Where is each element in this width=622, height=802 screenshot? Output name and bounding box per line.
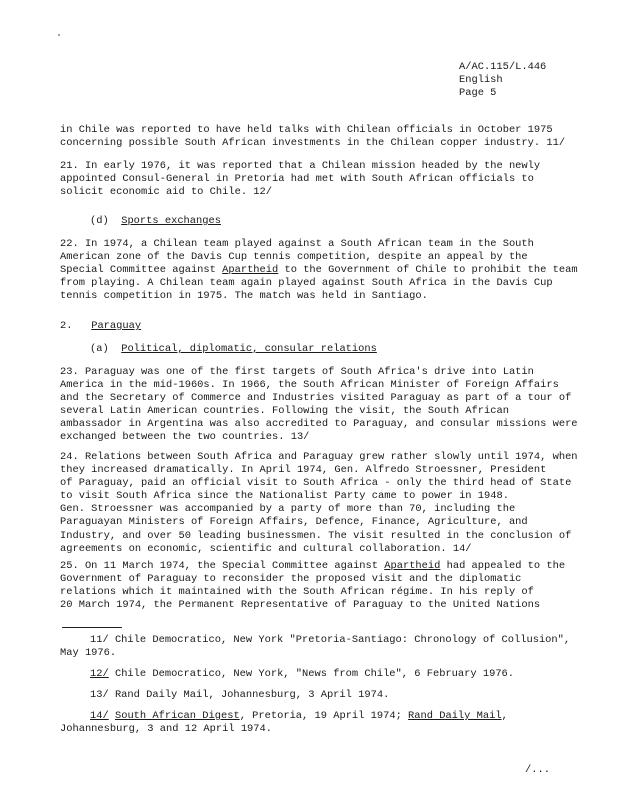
text-line: Paraguayan Ministers of Foreign Affairs, Defence, Finance, Agriculture, and (60, 516, 528, 529)
footnote-14-line-1 (90, 710, 508, 723)
paragraph-24 (60, 451, 578, 556)
continuation-mark: /... (525, 764, 550, 776)
text-line: tennis competition in 1975. The match was held in Santiago. (60, 290, 428, 303)
paragraph-23 (60, 366, 578, 445)
text-line: of Paraguay, paid an official visit to South Africa - only the third head of State (60, 477, 572, 490)
source-title: South African Digest (114, 710, 240, 722)
text-line: and the Secretary of Commerce and Industries visited Paraguay as part of a tour of (60, 392, 572, 405)
text-run: had appealed to the (440, 560, 566, 572)
section-heading-paraguay (60, 320, 560, 333)
paragraph-25 (60, 560, 566, 612)
text-line: appointed Consul-General in Pretoria had met with South African officials to (60, 173, 534, 186)
text-line: relations which it maintained with the South African régime. In his reply of (60, 586, 534, 599)
text-line: they increased dramatically. In April 1974, Gen. Alfredo Stroessner, President (60, 464, 547, 477)
text-run: Special Committee against (60, 264, 223, 277)
subheading-title: Sports exchanges (121, 215, 221, 227)
text-line: exchanged between the two countries. 13/ (60, 431, 310, 444)
text-line: solicit economic aid to Chile. 12/ (60, 186, 273, 199)
scan-speck (58, 34, 60, 36)
text-run: to the Government of Chile to prohibit the team (278, 264, 578, 277)
text-line: concerning possible South African investments in the Chilean copper industry. 11/ (60, 137, 566, 150)
footnote-12 (90, 668, 514, 681)
text-line: in Chile was reported to have held talks with Chilean officials in October 1975 (60, 124, 553, 136)
text-line: to visit South Africa since the Nationalist Party came to power in 1948. (60, 490, 509, 503)
text-line: 21. In early 1976, it was reported that a Chilean mission headed by the newly (60, 160, 541, 172)
text-run: , (501, 710, 508, 722)
footnote-13: 13/ Rand Daily Mail, Johannesburg, 3 April 1974. (90, 689, 390, 701)
footnote-11-line-1: 11/ Chile Democratico, New York "Pretoria-Santiago: Chronology of Collusion", (90, 634, 571, 646)
text-line: 24. Relations between South Africa and Paraguay grew rather slowly until 1974, when (60, 451, 578, 463)
subheading-title: Political, diplomatic, consular relations (121, 343, 377, 355)
apartheid-term: Apartheid (384, 560, 441, 572)
text-line: Government of Paraguay to reconsider the proposed visit and the diplomatic (60, 573, 522, 586)
text-run: , Pretoria, 19 April 1974; (239, 710, 409, 722)
text-run: 25. On 11 March 1974, the Special Committee against (60, 560, 385, 572)
source-title: Rand Daily Mail (408, 710, 502, 722)
text-line: Industry, and over 50 leading businessmen. The visit resulted in the conclusion of (60, 529, 572, 542)
text-line (60, 560, 566, 573)
text-line: several Latin American countries. Following the visit, the South African (60, 405, 509, 418)
paragraph-22 (60, 238, 578, 303)
section-title: Paraguay (91, 320, 142, 332)
text-line: Gen. Stroessner was accompanied by a party of more than 70, including the (60, 503, 516, 516)
subheading-sports-exchanges (90, 215, 221, 228)
footnote-11-line-2: May 1976. (60, 647, 117, 659)
footnote-14-line-2: Johannesburg, 3 and 12 April 1974. (60, 723, 273, 735)
page-number: Page 5 (459, 87, 497, 99)
text-line: 20 March 1974, the Permanent Representative of Paraguay to the United Nations (60, 599, 541, 612)
text-run: Chile Democratico, New York, "News from Chile", 6 February 1976. (108, 668, 515, 680)
text-line: ambassador in Argentina was also accredited to Paraguay, and consular missions were (60, 418, 578, 431)
subheading-political-relations (90, 343, 377, 356)
paragraph-continued (60, 124, 566, 150)
text-line: 23. Paraguay was one of the first targets of South Africa's drive into Latin (60, 366, 534, 378)
footnote-mark: 14/ (90, 710, 109, 722)
apartheid-term: Apartheid (222, 264, 279, 277)
text-line: America in the mid-1960s. In 1966, the South African Minister of Foreign Affairs (60, 379, 559, 392)
footnote-separator (62, 627, 122, 628)
text-line: from playing. A Chilean team again played against South Africa in the Davis Cup (60, 277, 553, 290)
text-line: American zone of the Davis Cup tennis competition, despite an appeal by the (60, 251, 528, 264)
document-language: English (459, 74, 503, 86)
text-line (60, 264, 578, 277)
document-header (459, 61, 546, 100)
section-number: 2. (60, 320, 73, 332)
text-line: 22. In 1974, a Chilean team played against a South African team in the South (60, 238, 534, 250)
footnote-mark: 12/ (90, 668, 109, 680)
text-line: agreements on economic, scientific and cultural collaboration. 14/ (60, 542, 472, 555)
subheading-letter: (d) (90, 215, 109, 227)
document-symbol: A/AC.115/L.446 (459, 61, 547, 73)
paragraph-21 (60, 160, 560, 199)
subheading-letter: (a) (90, 343, 109, 355)
